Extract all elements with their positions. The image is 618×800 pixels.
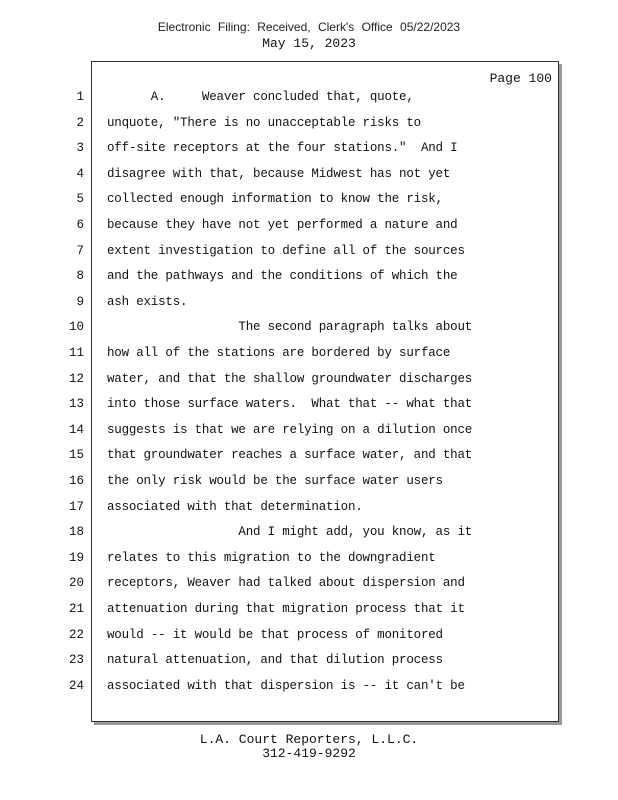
line-text: water, and that the shallow groundwater discharges	[107, 371, 473, 386]
line-number: 9	[76, 294, 84, 309]
line-text: would -- it would be that process of monitored	[107, 627, 443, 642]
transcript-line	[0, 295, 618, 315]
line-text: into those surface waters. What that -- what that	[107, 397, 473, 412]
line-number: 3	[76, 141, 84, 156]
line-number: 17	[68, 499, 84, 514]
transcript-line	[0, 448, 618, 468]
line-number: 22	[68, 627, 84, 642]
line-text: off-site receptors at the four stations." And I	[107, 141, 458, 156]
line-number: 6	[76, 218, 84, 232]
line-text: suggests is that we are relying on a dilution once	[107, 422, 473, 437]
reporter-company: L.A. Court Reporters, L.L.C.	[199, 732, 419, 747]
transcript-line	[0, 397, 618, 417]
line-text: And I might add, you know, as it	[107, 525, 473, 540]
line-text: associated with that dispersion is -- it can't be	[107, 678, 465, 693]
line-text: relates to this migration to the downgradient	[107, 550, 436, 565]
line-text: and the pathways and the conditions of which the	[107, 269, 458, 284]
transcript-line	[0, 474, 618, 494]
transcript-line	[0, 423, 618, 443]
transcript-line	[0, 218, 618, 238]
line-text: unquote, "There is no unacceptable risks to	[107, 115, 421, 130]
line-text: attenuation during that migration process that it	[107, 602, 465, 616]
line-text: that groundwater reaches a surface water, and that	[107, 448, 473, 463]
transcript-line	[0, 602, 618, 622]
transcript-line	[0, 525, 618, 545]
transcript-line	[0, 346, 618, 366]
filing-stamp: Electronic Filing: Received, Clerk's Office 05/22/2023	[157, 20, 461, 34]
line-number: 7	[76, 243, 84, 258]
transcript-line	[0, 192, 618, 212]
transcript-line	[0, 116, 618, 136]
transcript-line	[0, 372, 618, 392]
line-number: 19	[68, 550, 84, 565]
line-number: 5	[76, 192, 84, 207]
line-number: 18	[68, 525, 84, 540]
line-number: 14	[68, 422, 84, 437]
transcript-line	[0, 679, 618, 699]
transcript-line	[0, 628, 618, 648]
line-text: A. Weaver concluded that, quote,	[107, 90, 414, 104]
line-number: 2	[76, 115, 84, 130]
transcript-line	[0, 576, 618, 596]
line-number: 24	[68, 678, 84, 693]
line-number: 10	[68, 320, 84, 335]
transcript-line	[0, 269, 618, 289]
line-number: 23	[68, 653, 84, 668]
line-text: receptors, Weaver had talked about dispersion and	[107, 576, 465, 591]
line-number: 11	[68, 346, 84, 360]
page-number: Page 100	[489, 71, 552, 86]
line-number: 8	[76, 269, 84, 284]
transcript-line	[0, 320, 618, 340]
transcript-line	[0, 500, 618, 520]
line-number: 4	[76, 166, 84, 181]
line-number: 1	[76, 90, 84, 104]
transcript-line	[0, 141, 618, 161]
transcript-line	[0, 244, 618, 264]
line-number: 21	[68, 602, 84, 616]
line-number: 13	[68, 397, 84, 412]
line-text: collected enough information to know the risk,	[107, 192, 443, 207]
line-text: extent investigation to define all of the sources	[107, 243, 465, 258]
line-text: natural attenuation, and that dilution process	[107, 653, 443, 668]
line-text: how all of the stations are bordered by surface	[107, 346, 451, 360]
line-text: ash exists.	[107, 294, 188, 309]
line-text: because they have not yet performed a nature and	[107, 218, 458, 232]
line-number: 20	[68, 576, 84, 591]
reporter-footer	[0, 733, 618, 761]
line-text: The second paragraph talks about	[107, 320, 473, 335]
reporter-phone: 312-419-9292	[262, 746, 356, 761]
line-number: 15	[68, 448, 84, 463]
transcript-line	[0, 90, 618, 110]
transcript-line	[0, 653, 618, 673]
transcript-date: May 15, 2023	[262, 36, 356, 51]
line-text: the only risk would be the surface water users	[107, 474, 443, 488]
line-text: associated with that determination.	[107, 499, 363, 514]
line-text: disagree with that, because Midwest has not yet	[107, 166, 451, 181]
line-number: 12	[68, 371, 84, 386]
transcript-line	[0, 551, 618, 571]
line-number: 16	[68, 474, 84, 488]
transcript-line	[0, 167, 618, 187]
